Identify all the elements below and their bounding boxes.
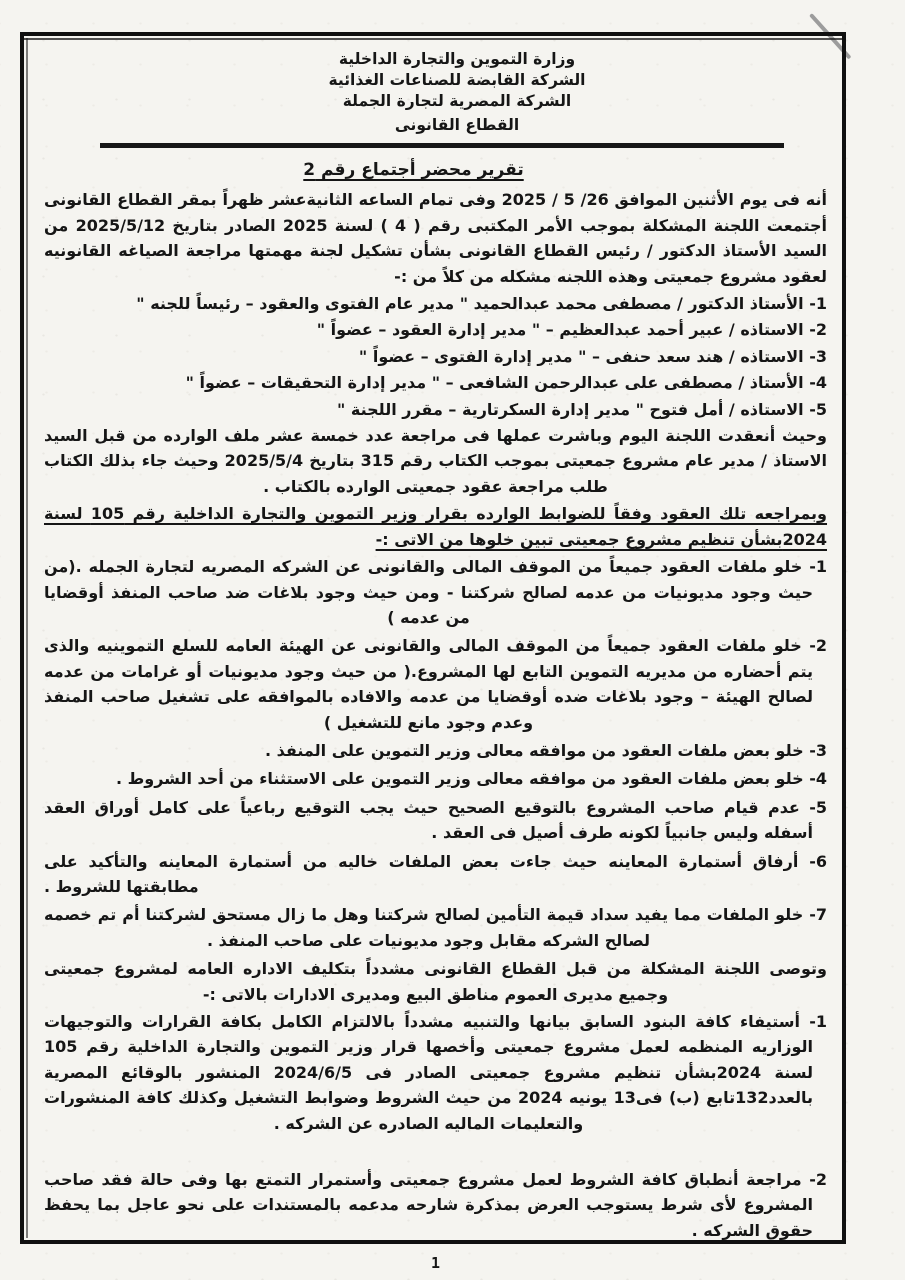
letterhead-legal-sector: القطاع القانونى — [394, 116, 520, 134]
document-body — [24, 158, 842, 1277]
committee-member: 4- الأستاذ / مصطفى على عبدالرحمن الشافعى – " مدير إدارة التحقيقات – عضواً " — [185, 373, 827, 393]
recommendation-item: 1- أستيفاء كافة البنود السابق بيانها والتنبيه مشدداً بالالتزام الكامل بكافة القرارات والتوجيهات الوزاريه المنظمه لعمل مشروع جمعيتى وأخصها قرار وزير التموين والتجارة الداخلية رقم 105 لسنة 2024بشأن تنظيم مشروع جمعيتى الصادر فى 2024/6/5 المنشور بالوقائع المصرية بالعدد132تابع (ب) فى13 يونيه 2024 من حيث الشروط وضوابط التشغيل وكذلك كافة المنشورات والتعليمات الماليه الصادره عن الشركه . — [44, 1012, 827, 1133]
finding-item: 5- عدم قيام صاحب المشروع بالتوقيع الصحيح حيث يجب التوقيع رباعياً على كامل أوراق العقد أسفله وليس جانبياً لكونه طرف أصيل فى العقد . — [44, 797, 827, 843]
report-title: تقرير محضر أجتماع رقم 2 — [303, 160, 524, 180]
review-heading: وبمراجعه تلك العقود وفقاً للضوابط الوارده بقرار وزير التموين والتجارة الداخلية رقم 105 لسنة 2024بشأن تنظيم مشروع جمعيتى تبين خلوها من الاتى :- — [44, 504, 828, 549]
findings-list — [44, 554, 827, 953]
letterhead — [48, 36, 866, 136]
convening-paragraph: وحيث أنعقدت اللجنة اليوم وباشرت عملها فى مراجعة عدد خمسة عشر ملف الوارده من قبل السيد الاستاذ / مدير عام مشروع جمعيتى بموجب الكتاب رقم 315 بتاريخ 2025/5/4 وحيث جاء بذلك الكتاب طلب مراجعة عقود جمعيتى الوارده بالكتاب . — [44, 426, 827, 496]
letterhead-ministry: وزارة التموين والتجارة الداخلية — [338, 50, 576, 68]
letterhead-holding-company: الشركة القابضة للصناعات الغذائية — [328, 71, 586, 89]
intro-paragraph: أنه فى يوم الأثنين الموافق 26/ 5 / 2025 وفى تمام الساعه الثانيةعشر ظهراً بمقر القطاع القانونى أجتمعت اللجنة المشكلة بموجب الأمر المكتبى رقم ( 4 ) لسنة 2025 الصادر بتاريخ 2025/5/12 من السيد الأستاذ الدكتور / رئيس القطاع القانونى بشأن تشكيل لجنة مهمتها مراجعة الصياغه القانونيه لعقود مشروع جمعيتى وهذه اللجنه مشكله من كلاً من :- — [44, 190, 828, 286]
document-frame — [20, 32, 846, 1273]
committee-member: 2- الاستاذه / عبير أحمد عبدالعظيم – " مدير إدارة العقود – عضواً " — [316, 320, 827, 340]
recommendation-item: 2- مراجعة أنطباق كافة الشروط لعمل مشروع جمعيتى وأستمرار التمتع بها وفى حالة فقد صاحب المشروع لأى شرط يستوجب العرض بمذكرة شارحه مدعمه بالمستندات على نحو عاجل بما يحفظ حقوق الشركه . — [44, 1170, 827, 1240]
finding-item: 3- خلو بعض ملفات العقود من موافقه معالى وزير التموين على المنفذ . — [264, 740, 827, 760]
finding-item: 6- أرفاق أستمارة المعاينه حيث جاءت بعض الملفات خاليه من أستمارة المعاينه والتأكيد على مطابقتها للشروط . — [44, 851, 827, 896]
finding-item: 7- خلو الملفات مما يفيد سداد قيمة التأمين لصالح شركتنا وهل ما زال مستحق لشركتنا أم تم خصمه لصالح الشركه مقابل وجود مديونيات على صاحب المنفذ . — [44, 905, 827, 950]
header-divider — [100, 143, 784, 148]
committee-member: 5- الاستاذه / أمل فتوح " مدير إدارة السكرتارية – مقرر اللجنة " — [337, 399, 827, 419]
finding-item: 2- خلو ملفات العقود جميعاً من الموقف المالى والقانونى عن الهيئة العامه للسلع التموينيه والذى يتم أحضاره من مديريه التموين التابع لها المشروع.( من حيث وجود مديونيات أو غرامات من عدمه لصالح الهيئة – وجود بلاغات ضده أوقضايا من عدمه والافاده بالموافقه على تشغيل صاحب المنفذ وعدم وجود مانع للتشغيل ) — [44, 636, 827, 732]
committee-member: 1- الأستاذ الدكتور / مصطفى محمد عبدالحميد " مدير عام الفتوى والعقود – رئيساً للجنه " — [136, 294, 827, 314]
committee-members-list — [44, 291, 827, 422]
recommendations-list — [44, 1009, 827, 1243]
letterhead-company: الشركة المصرية لتجارة الجملة — [342, 92, 572, 110]
finding-item: 4- خلو بعض ملفات العقود من موافقه معالى وزير التموين على الاستثناء من أحد الشروط . — [116, 769, 827, 789]
committee-member: 3- الاستاذه / هند سعد حنفى – " مدير إدارة الفتوى – عضواً " — [358, 346, 827, 366]
finding-item: 1- خلو ملفات العقود جميعاً من الموقف المالى والقانونى عن الشركه المصريه لتجارة الجمله .(من حيث وجود مديونيات من عدمه لصالح شركتنا - ومن حيث وجود بلاغات ضد صاحب المنفذ أوقضايا من عدمه ) — [44, 557, 827, 627]
page-number: 1 — [430, 1254, 441, 1273]
recommendation-intro: وتوصى اللجنة المشكلة من قبل القطاع القانونى مشدداً بتكليف الاداره العامه لمشروع جمعيتى وجميع مديرى العموم مناطق البيع ومديرى الادارات بالاتى :- — [44, 959, 827, 1004]
